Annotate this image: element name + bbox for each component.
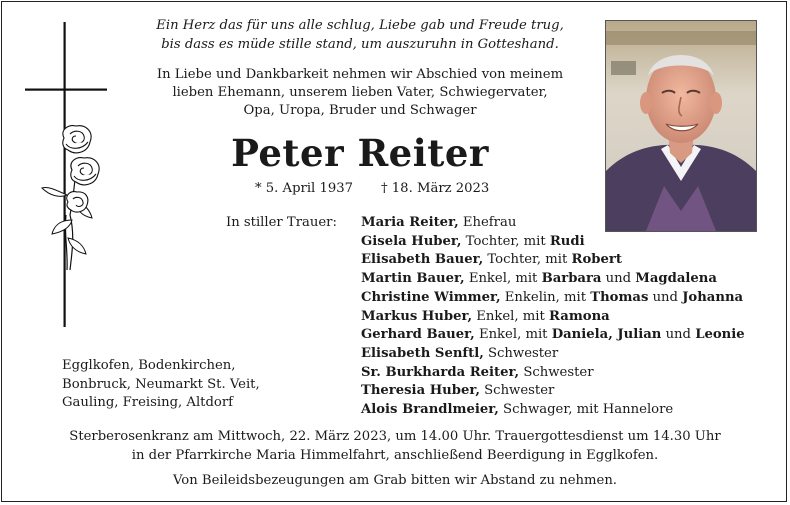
mourner-name: Gerhard Bauer, <box>361 327 475 343</box>
cross-with-roses-icon <box>20 20 115 330</box>
mourner-name: Markus Huber, <box>361 308 473 324</box>
mourner-name: Maria Reiter, <box>361 215 459 230</box>
footer-line-3: Von Beileidsbezeugungen am Grab bitten wir Abstand zu nehmen. <box>172 473 618 488</box>
mourner-name: Barbara <box>541 271 602 287</box>
mourner-row <box>361 326 745 345</box>
mourner-name: Magdalena <box>635 271 717 287</box>
poem-line-2: bis dass es müde stille stand, um auszuruhn in Gotteshand. <box>161 37 559 52</box>
places-line-1: Egglkofen, Bodenkirchen, <box>62 358 236 373</box>
intro-line-3: Opa, Uropa, Bruder und Schwager <box>243 103 477 118</box>
mourners-list <box>361 214 745 420</box>
mourner-row <box>361 401 745 420</box>
mourner-name: Alois Brandlmeier, <box>361 402 499 418</box>
mourner-name: Thomas <box>590 289 649 305</box>
mourner-name: Elisabeth Senftl, <box>361 345 484 361</box>
mourner-row <box>361 233 745 252</box>
mourner-row <box>361 382 745 401</box>
death-date: † 18. März 2023 <box>381 181 490 196</box>
mourner-name: Rudi <box>549 233 585 249</box>
mourner-relation: Schwager, mit Hannelore <box>498 402 674 418</box>
mourner-row <box>361 251 745 270</box>
intro-line-1: In Liebe und Dankbarkeit nehmen wir Abschied von meinem <box>156 67 564 82</box>
mourning-label: In stiller Trauer: <box>226 215 337 230</box>
mourner-relation: und <box>648 289 683 305</box>
mourner-relation: Enkel, mit <box>472 308 550 324</box>
mourner-name: Sr. Burkharda Reiter, <box>361 364 520 380</box>
birth-date: * 5. April 1937 <box>255 181 354 196</box>
mourner-name: Christine Wimmer, <box>361 289 501 305</box>
mourner-name: Leonie <box>695 327 745 343</box>
mourner-row <box>361 270 745 289</box>
mourner-relation: Tochter, mit <box>483 252 572 268</box>
mourner-row <box>361 345 745 364</box>
portrait-photo <box>605 20 757 232</box>
places-line-3: Gauling, Freising, Altdorf <box>62 395 234 411</box>
mourner-relation: Schwester <box>483 345 559 361</box>
mourner-relation: Enkel, mit <box>464 271 542 287</box>
places-block <box>62 357 260 413</box>
mourner-row <box>361 364 745 383</box>
mourner-name: Theresia Huber, <box>361 383 480 399</box>
mourner-row <box>361 214 745 233</box>
mourner-name: Gisela Huber, <box>361 233 462 249</box>
mourner-relation: und <box>661 327 696 343</box>
mourner-row <box>361 289 745 308</box>
mourner-name: Ramona <box>549 308 610 324</box>
intro-line-2: lieben Ehemann, unserem lieben Vater, Schwiegervater, <box>172 85 548 100</box>
mourner-relation: Enkel, mit <box>474 327 552 343</box>
mourner-name: Robert <box>571 252 622 268</box>
footer-line-2: in der Pfarrkirche Maria Himmelfahrt, anschließend Beerdigung in Egglkofen. <box>131 447 659 463</box>
mourner-name: Elisabeth Bauer, <box>361 252 484 268</box>
poem-line-1: Ein Herz das für uns alle schlug, Liebe gab und Freude trug, <box>156 18 564 33</box>
mourner-relation: Tochter, mit <box>461 233 550 249</box>
places-line-2: Bonbruck, Neumarkt St. Veit, <box>62 376 260 392</box>
mourner-relation: und <box>601 271 636 287</box>
mourner-relation: Enkelin, mit <box>500 289 591 305</box>
mourner-relation: Schwester <box>479 383 555 399</box>
mourner-name: Daniela, Julian <box>551 327 662 343</box>
mourner-name: Martin Bauer, <box>361 271 465 287</box>
footer-line-1: Sterberosenkranz am Mittwoch, 22. März 2023, um 14.00 Uhr. Trauergottesdienst um 14.30 Uhr <box>69 429 721 444</box>
mourner-name: Johanna <box>682 289 744 305</box>
mourner-row <box>361 308 745 327</box>
mourner-relation: Schwester <box>519 364 594 380</box>
mourner-relation: Ehefrau <box>458 215 517 230</box>
deceased-name: Peter Reiter <box>231 131 489 175</box>
footer-block <box>0 428 790 491</box>
